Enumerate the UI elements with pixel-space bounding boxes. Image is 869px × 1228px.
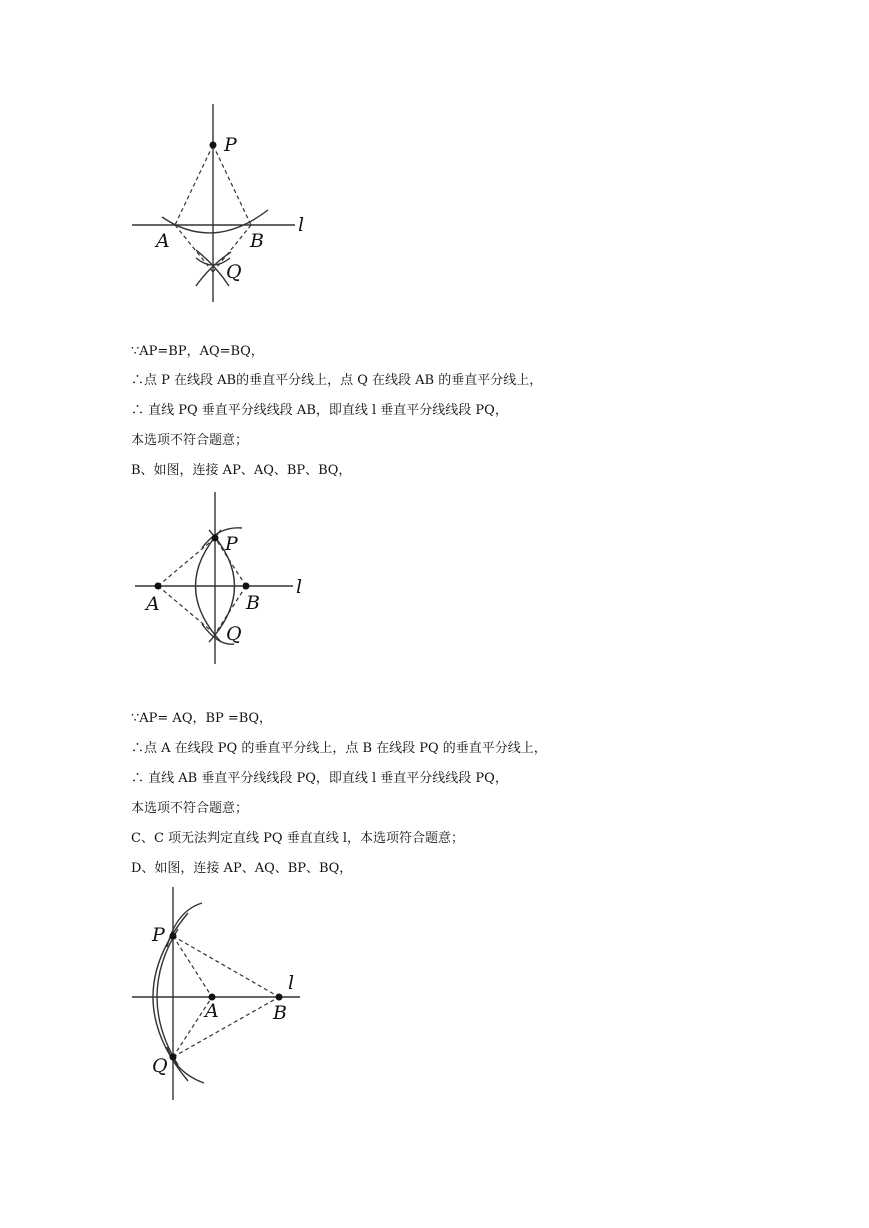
label-q: Q: [226, 261, 242, 283]
label-a: A: [156, 230, 170, 252]
segment-qb: [173, 997, 279, 1057]
text-b-line-1: ∵AP= AQ，BP =BQ，: [131, 711, 273, 726]
point-p: [212, 535, 219, 542]
label-p: P: [224, 134, 237, 156]
figure-b: [130, 490, 320, 666]
text-b-line-5: C、C 项无法判定直线 PQ 垂直直线 l，本选项符合题意；: [131, 831, 464, 846]
text-a-line-3: ∴ 直线 PQ 垂直平分线线段 AB，即直线 l 垂直平分线线段 PQ，: [131, 403, 508, 418]
label-a: A: [205, 1000, 219, 1022]
label-q: Q: [226, 623, 242, 645]
segment-pb: [213, 145, 251, 225]
label-b: B: [246, 592, 260, 614]
label-l: l: [296, 576, 303, 598]
point-p: [210, 142, 217, 149]
text-b-line-6: D、如图，连接 AP、AQ、BP、BQ，: [131, 861, 353, 876]
point-a: [155, 583, 162, 590]
label-l: l: [288, 972, 295, 994]
segment-pa: [173, 936, 212, 997]
text-b-line-4: 本选项不符合题意；: [131, 801, 249, 816]
text-b-line-2: ∴点 A 在线段 PQ 的垂直平分线上，点 B 在线段 PQ 的垂直平分线上，: [131, 741, 547, 756]
label-a: A: [146, 593, 160, 615]
text-a-line-2: ∴点 P 在线段 AB的垂直平分线上，点 Q 在线段 AB 的垂直平分线上，: [131, 373, 543, 388]
segment-aq: [175, 225, 213, 272]
text-a-line-1: ∵AP=BP，AQ=BQ，: [131, 344, 264, 359]
label-q: Q: [152, 1055, 168, 1077]
segment-pa: [175, 145, 213, 225]
segment-aq: [158, 586, 215, 634]
text-a-line-5: B、如图，连接 AP、AQ、BP、BQ，: [131, 463, 352, 478]
label-b: B: [250, 230, 264, 252]
point-b: [243, 583, 250, 590]
label-b: B: [273, 1002, 287, 1024]
segment-ap: [158, 538, 215, 586]
figure-d: [130, 885, 310, 1103]
text-b-line-3: ∴ 直线 AB 垂直平分线线段 PQ，即直线 l 垂直平分线线段 PQ，: [131, 771, 508, 786]
label-p: P: [225, 533, 238, 555]
label-p: P: [152, 924, 165, 946]
point-q: [170, 1054, 177, 1061]
label-l: l: [298, 214, 305, 236]
figure-d-diagram: [130, 885, 310, 1103]
figure-b-diagram: [130, 490, 320, 666]
figure-a: [130, 100, 320, 305]
point-b: [276, 994, 283, 1001]
point-p: [170, 933, 177, 940]
text-a-line-4: 本选项不符合题意；: [131, 433, 249, 448]
figure-a-diagram: [130, 100, 320, 305]
segment-pb: [173, 936, 279, 997]
